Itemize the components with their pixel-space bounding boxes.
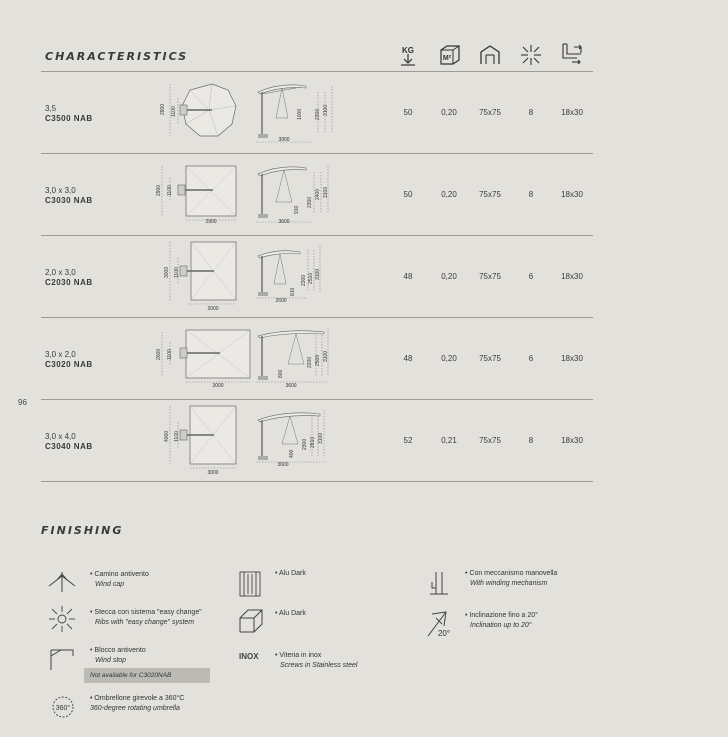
wind-stop-icon: [47, 646, 77, 677]
dim-label: 3600: [285, 383, 297, 389]
dim-label: 400: [289, 449, 295, 458]
page-number: 96: [18, 398, 27, 407]
dim-label: 2000: [207, 306, 219, 312]
cell-ribs: 8: [528, 190, 534, 199]
dim-label: 2510: [308, 272, 314, 284]
dim-label: 1100: [167, 349, 173, 360]
wind-cap-icon: [47, 570, 77, 599]
row-size: 2,0 x 3,0: [45, 268, 76, 277]
cell-m2: 0,20: [441, 272, 457, 281]
dim-label: 3100: [323, 104, 329, 116]
dim-label: 2900: [156, 184, 162, 196]
rib-section-icon: [560, 42, 586, 71]
finishing-item-en: Inclination up to 20°: [470, 622, 532, 629]
finishing-item-it: • Con meccanismo manovella: [465, 570, 558, 577]
finishing-item-en: 360-degree rotating umbrella: [90, 705, 180, 712]
row-size: 3,5: [45, 104, 57, 113]
dim-label: 3600: [278, 219, 290, 225]
finishing-item-it: • Camino antivento: [90, 571, 149, 578]
dim-label: 3000: [164, 266, 170, 278]
cell-pole: 75x75: [479, 436, 501, 445]
dim-label: 3100: [323, 350, 329, 362]
dim-label: 2500: [315, 354, 321, 366]
dim-label: 2000: [156, 348, 162, 360]
cell-ribs: 6: [528, 272, 534, 281]
row-code: C3030 NAB: [45, 196, 93, 205]
cell-pole: 75x75: [479, 354, 501, 363]
finishing-item-en: Wind stop: [95, 657, 127, 664]
cell-m2: 0,20: [441, 354, 457, 363]
dim-label: 3100: [315, 268, 321, 280]
dim-label: 910: [294, 205, 300, 214]
finishing-item-en: With winding mechanism: [470, 580, 548, 587]
cell-m2: 0,20: [441, 190, 457, 199]
dim-label: 3100: [318, 432, 324, 444]
cell-rib-section: 18x30: [561, 190, 583, 199]
table-rule: [41, 235, 593, 236]
rotate-360-icon: [50, 694, 76, 725]
dim-label: 2300: [302, 438, 308, 450]
dim-label: 2300: [307, 196, 313, 208]
table-rule: [41, 317, 593, 318]
alu-dark-box-icon: [238, 608, 264, 639]
alu-dark-pole-icon: [238, 570, 262, 603]
row-code: C3040 NAB: [45, 442, 93, 451]
cell-kg: 48: [403, 272, 413, 281]
dim-label: 3600: [277, 462, 289, 468]
pole-section-icon: [478, 44, 502, 71]
cell-kg: 50: [403, 190, 413, 199]
inox-label: INOX: [239, 652, 259, 661]
row-code: C3020 NAB: [45, 360, 93, 369]
dim-label: 2200: [307, 356, 313, 368]
cell-pole: 75x75: [479, 108, 501, 117]
cell-kg: 52: [403, 436, 413, 445]
table-rule: [41, 481, 593, 482]
cell-rib-section: 18x30: [561, 436, 583, 445]
row-diagram: [156, 240, 356, 312]
row-diagram: [156, 404, 356, 478]
finishing-item-it: • Blocco antivento: [90, 647, 146, 654]
finishing-item-it: • Ombrellone girevole a 360°C: [90, 695, 185, 702]
ribs-easy-change-icon: [47, 604, 77, 639]
dim-label: 810: [290, 287, 296, 296]
table-rule: [41, 153, 593, 154]
dim-label: 3100: [323, 186, 329, 198]
cell-rib-section: 18x30: [561, 108, 583, 117]
dim-label: 1100: [174, 267, 180, 278]
finishing-item-it: • Inclinazione fino a 20°: [465, 612, 538, 619]
row-diagram: [156, 160, 356, 228]
cell-rib-section: 18x30: [561, 354, 583, 363]
cell-ribs: 6: [528, 354, 534, 363]
dim-label: 3000: [212, 383, 224, 389]
cell-m2: 0,20: [441, 108, 457, 117]
cell-pole: 75x75: [479, 272, 501, 281]
winding-mechanism-icon: [428, 570, 450, 601]
row-size: 3,0 x 3,0: [45, 186, 76, 195]
table-rule: [41, 399, 593, 400]
cell-kg: 48: [403, 354, 413, 363]
table-rule: [41, 71, 593, 72]
cell-pole: 75x75: [479, 190, 501, 199]
finishing-item-en: Screws in Stainless steel: [280, 662, 358, 669]
finishing-title: FINISHING: [41, 524, 124, 537]
dim-label: 3000: [207, 470, 219, 476]
dim-label: 1100: [167, 185, 173, 196]
dim-label: 2300: [301, 274, 307, 286]
finishing-item-it: • Stecca con sistema "easy change": [90, 609, 202, 616]
cell-m2: 0,21: [441, 436, 457, 445]
kg-label: KG: [402, 46, 414, 55]
area-m2-icon: [437, 44, 461, 71]
dim-label: 3900: [278, 137, 290, 143]
finishing-item-it: • Alu Dark: [275, 570, 306, 577]
dim-label: 4000: [164, 430, 170, 442]
dim-label: 1100: [171, 106, 177, 117]
not-available-note: Not available for C3020NAB: [84, 668, 210, 683]
characteristics-title: CHARACTERISTICS: [45, 50, 189, 63]
row-diagram: [156, 324, 356, 392]
row-code: C2030 NAB: [45, 278, 93, 287]
dim-label: 2900: [160, 103, 166, 115]
dim-label: 1100: [174, 431, 180, 442]
inclination-badge: 20°: [437, 629, 451, 638]
finishing-item-en: Ribs with "easy change" system: [95, 619, 195, 626]
dim-label: 2810: [310, 436, 316, 448]
cell-kg: 50: [403, 108, 413, 117]
finishing-item-en: Wind cap: [95, 581, 125, 588]
row-size: 3,0 x 2,0: [45, 350, 76, 359]
row-code: C3500 NAB: [45, 114, 93, 123]
ribs-count-icon: [519, 44, 543, 71]
m2-label: M²: [442, 55, 452, 62]
dim-label: 2400: [315, 188, 321, 200]
row-diagram: [156, 80, 356, 146]
row-size: 3,0 x 4,0: [45, 432, 76, 441]
finishing-item-it: • Viteria in inox: [275, 652, 322, 659]
dim-label: 800: [278, 369, 284, 378]
inclination-icon: [424, 608, 454, 643]
cell-ribs: 8: [528, 108, 534, 117]
rotate-badge: 360°: [55, 705, 71, 712]
dim-label: 1000: [297, 108, 303, 120]
dim-label: 2900: [205, 219, 217, 225]
dim-label: 2600: [275, 298, 287, 304]
dim-label: 2300: [315, 108, 321, 120]
weight-kg-icon: [396, 44, 420, 71]
cell-rib-section: 18x30: [561, 272, 583, 281]
finishing-item-it: • Alu Dark: [275, 610, 306, 617]
cell-ribs: 8: [528, 436, 534, 445]
